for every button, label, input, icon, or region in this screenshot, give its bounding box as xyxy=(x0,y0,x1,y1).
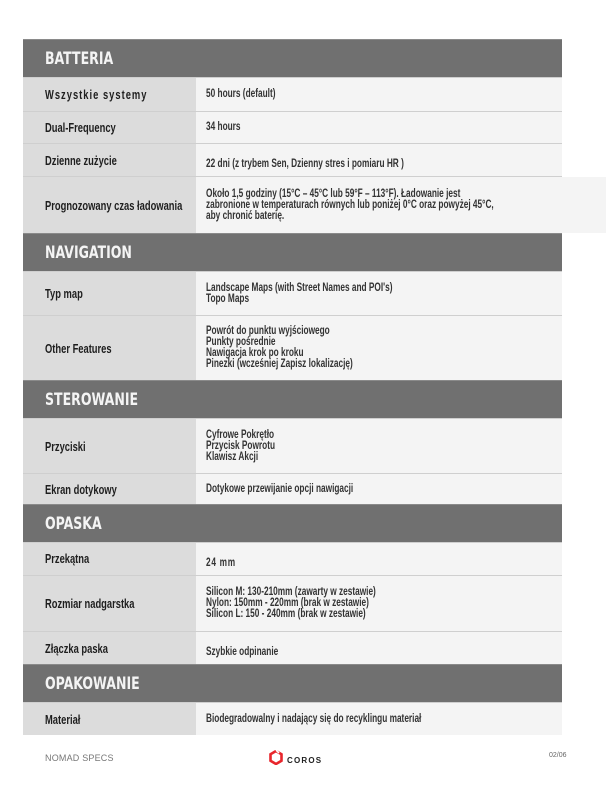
row-value xyxy=(196,272,562,315)
row-text: Ekran dotykowy xyxy=(45,481,117,497)
row-label xyxy=(23,112,196,143)
brand-logo xyxy=(269,750,322,770)
row-value xyxy=(196,543,562,575)
row-text: Pinezki (wcześniej Zapisz lokalizację) xyxy=(206,358,353,370)
row-value xyxy=(196,78,562,111)
row-text: Przyciski xyxy=(45,438,86,454)
row-text: Około 1,5 godziny (15°C – 45°C lub 59°F – 113°F). Ładowanie jest xyxy=(206,187,461,200)
row-value xyxy=(196,703,562,735)
row-label xyxy=(23,144,196,176)
row-text: Dual-Frequency xyxy=(45,120,116,135)
table-row xyxy=(23,176,562,233)
row-label xyxy=(23,316,196,380)
row-text: 34 hours xyxy=(206,121,241,133)
row-text: Punkty pośrednie xyxy=(206,336,276,348)
row-text: Rozmiar nadgarstka xyxy=(45,596,135,611)
row-text: Dotykowe przewijanie opcji nawigacji xyxy=(206,482,354,495)
table-row xyxy=(23,418,562,473)
row-label xyxy=(23,543,196,575)
row-label xyxy=(23,272,196,315)
table-row xyxy=(23,575,562,631)
table-row xyxy=(23,631,562,664)
row-value xyxy=(196,576,562,631)
row-text: Szybkie odpinanie xyxy=(206,646,279,658)
row-text: Przekątna xyxy=(45,551,90,566)
row-text: Klawisz Akcji xyxy=(206,450,259,463)
section-header-opakowanie: OPAKOWANIE xyxy=(23,664,562,702)
row-text: Typ map xyxy=(45,286,83,301)
row-text: aby chronić baterię. xyxy=(206,209,285,222)
row-text: Przycisk Powrotu xyxy=(206,439,276,452)
table-row xyxy=(23,77,562,111)
brand-name: COROS xyxy=(287,755,323,765)
row-text: Topo Maps xyxy=(206,292,250,305)
row-label xyxy=(23,576,196,631)
row-text: 24 mm xyxy=(206,557,236,569)
table-row xyxy=(23,542,562,575)
section-header-navigation: NAVIGATION xyxy=(23,233,562,271)
section-header-opaska: OPASKA xyxy=(23,504,562,542)
row-text: Powrót do punktu wyjściowego xyxy=(206,325,330,337)
table-row xyxy=(23,702,562,735)
row-label xyxy=(23,177,196,233)
footer-doc-name: NOMAD SPECS xyxy=(45,753,114,763)
row-text: Dzienne zużycie xyxy=(45,152,117,168)
section-header-batteria: BATTERIA xyxy=(23,39,562,77)
spec-table xyxy=(23,39,562,735)
row-value xyxy=(196,144,562,176)
row-text: Wszystkie systemy xyxy=(45,87,148,102)
row-text: Silicon M: 130-210mm (zawarty w zestawie) xyxy=(206,586,376,598)
table-row xyxy=(23,111,562,143)
page-number: 02/06 xyxy=(549,752,567,759)
row-text: 50 hours (default) xyxy=(206,88,276,100)
row-text: Biodegradowalny i nadający się do recyklingu materiał xyxy=(206,712,422,725)
row-text: 22 dni (z trybem Sen, Dzienny stres i pomiaru HR ) xyxy=(206,158,404,170)
row-value xyxy=(196,419,562,473)
row-text: Landscape Maps (with Street Names and POI's) xyxy=(206,281,393,294)
row-text: Cyfrowe Pokrętło xyxy=(206,428,275,441)
row-text: Other Features xyxy=(45,340,112,356)
coros-logo-icon xyxy=(269,750,283,770)
row-value xyxy=(196,112,562,143)
row-label xyxy=(23,632,196,664)
row-label xyxy=(23,474,196,504)
row-label xyxy=(23,78,196,111)
row-text: Nylon: 150mm - 220mm (brak w zestawie) xyxy=(206,597,369,609)
row-text: Nawigacja krok po kroku xyxy=(206,347,304,359)
table-row xyxy=(23,473,562,504)
row-text: zabronione w temperaturach równych lub poniżej 0°C oraz powyżej 45°C, xyxy=(206,198,494,211)
row-value xyxy=(196,632,562,664)
row-value xyxy=(196,474,562,504)
row-label xyxy=(23,703,196,735)
row-text: Złączka paska xyxy=(45,640,108,656)
table-row xyxy=(23,143,562,176)
section-header-sterowanie: STEROWANIE xyxy=(23,380,562,418)
row-text: Silicon L: 150 - 240mm (brak w zestawie) xyxy=(206,608,366,620)
row-text: Materiał xyxy=(45,711,81,727)
table-row xyxy=(23,315,562,380)
row-value xyxy=(196,177,606,233)
row-text: Prognozowany czas ładowania xyxy=(45,197,183,213)
table-row xyxy=(23,271,562,315)
row-label xyxy=(23,419,196,473)
row-value xyxy=(196,316,562,380)
